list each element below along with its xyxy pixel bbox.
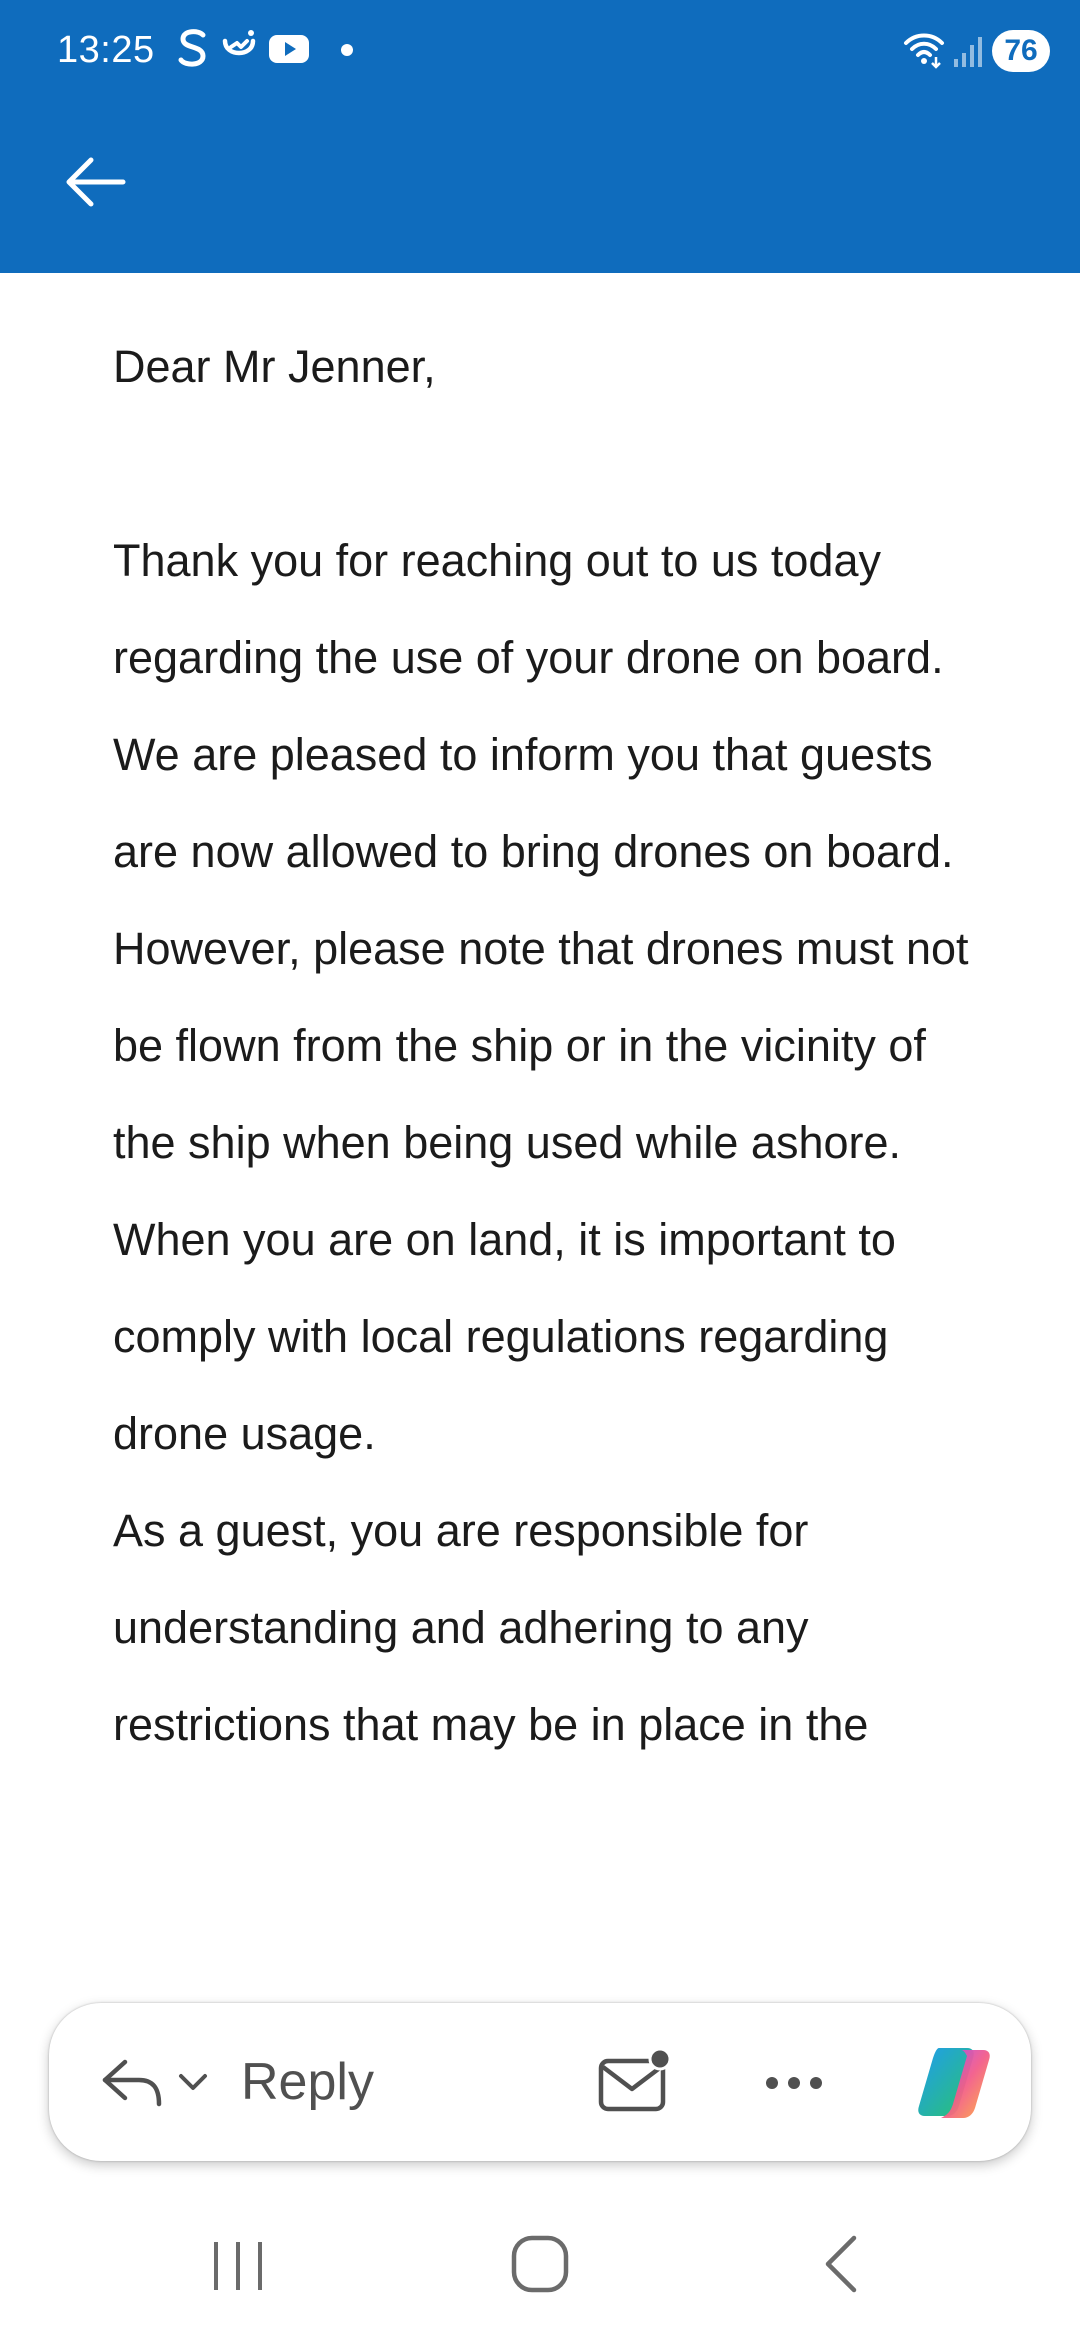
status-bar [0, 0, 1080, 100]
system-nav-bar [0, 2190, 1080, 2340]
signal-icon [952, 29, 986, 74]
email-body [113, 318, 993, 2008]
system-status-icons [902, 28, 1050, 74]
email-paragraph: We are pleased to inform you that guests are now allowed to bring drones on board. However, please note that drones must not be flown from the ship or in the vicinity of the ship when being used while ashore. [113, 729, 969, 1168]
app-header [0, 0, 1080, 273]
recent-apps-icon [188, 2220, 288, 2310]
back-button[interactable] [50, 142, 140, 222]
reply-action-bar [49, 2003, 1031, 2161]
copilot-button[interactable] [909, 2038, 999, 2128]
skype-icon [175, 25, 211, 76]
email-paragraph: Thank you for reaching out to us today regarding the use of your drone on board. [113, 535, 944, 683]
reply-button[interactable] [99, 2003, 374, 2161]
blank-line [113, 415, 993, 512]
youtube-icon [267, 25, 311, 76]
battery-badge: 76 [992, 30, 1050, 72]
back-icon [792, 2220, 892, 2310]
mail-unread-icon [589, 2043, 679, 2123]
copilot-icon [909, 2038, 999, 2128]
reply-icon [99, 2054, 165, 2110]
email-paragraph: As a guest, you are responsible for understanding and adhering to any restrictions that may be in place in the [113, 1505, 869, 1750]
more-icon [754, 2043, 834, 2123]
system-back-button[interactable] [792, 2220, 892, 2310]
messenger-icon [219, 25, 259, 76]
reply-label: Reply [241, 2053, 374, 2111]
email-paragraph: When you are on land, it is important to comply with local regulations regarding drone usage. [113, 1214, 896, 1459]
chevron-down-icon[interactable] [173, 2062, 213, 2102]
more-button[interactable] [754, 2043, 834, 2123]
home-button[interactable] [490, 2220, 590, 2310]
mark-unread-button[interactable] [589, 2043, 679, 2123]
home-icon [490, 2220, 590, 2310]
notification-icons [175, 26, 355, 74]
wifi-icon [902, 29, 946, 74]
recent-apps-button[interactable] [188, 2220, 288, 2310]
arrow-left-icon [61, 152, 129, 212]
status-time: 13:25 [57, 29, 155, 71]
dot-icon [339, 25, 355, 76]
email-greeting: Dear Mr Jenner, [113, 341, 436, 392]
